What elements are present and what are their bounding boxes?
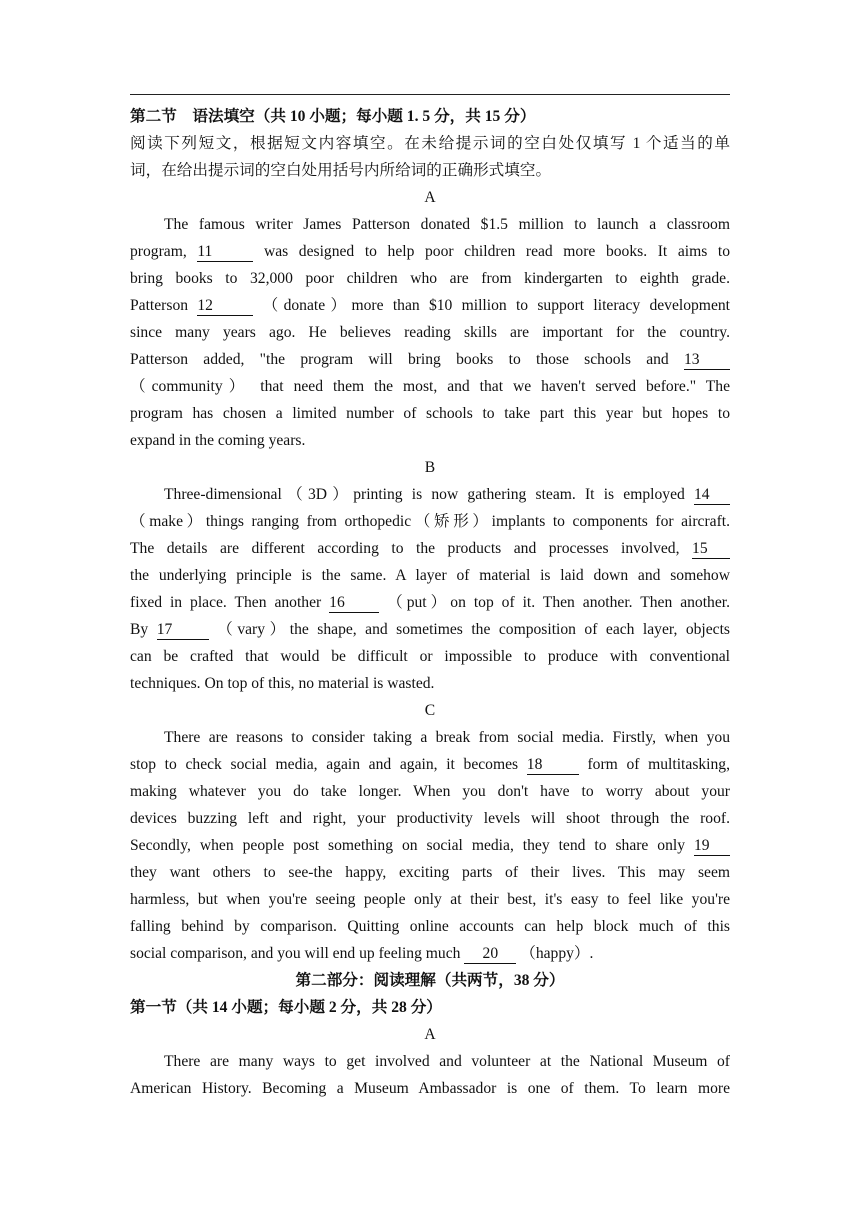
passage-b-line: techniques. On top of this, no material is wasted. — [130, 675, 435, 692]
passage-b-line: （make）things ranging from orthopedic（矫形）implants to components for aircraft. — [130, 513, 730, 530]
blank-15[interactable]: 15 — [692, 539, 730, 559]
text-run: Patterson — [130, 297, 189, 314]
passage-a-line: expand in the coming years. — [130, 432, 306, 449]
passage-a-line — [130, 346, 730, 373]
header-rule — [130, 94, 730, 95]
section-one-title: 第一节（共 14 小题；每小题 2 分，共 28 分） — [130, 999, 442, 1016]
passage-c-line: There are reasons to consider taking a break from social media. Firstly, when you — [164, 729, 730, 746]
exam-content — [130, 103, 730, 1102]
passage-b-line — [130, 535, 730, 562]
passage-a-line: （community） that need them the most, and that we haven't served before." The — [130, 378, 730, 395]
blank-12[interactable]: 12 — [197, 296, 253, 316]
text-run: Three-dimensional（3D）printing is now gathering steam. It is employed — [164, 486, 685, 503]
passage-a-line: bring books to 32,000 poor children who are from kindergarten to eighth grade. — [130, 270, 730, 287]
passage-a-line: program has chosen a limited number of schools to take part this year but hopes to — [130, 405, 730, 422]
passage-b-line — [130, 481, 730, 508]
blank-11[interactable]: 11 — [197, 242, 253, 262]
passage-c-line — [130, 751, 730, 778]
passage-c-line — [130, 832, 730, 859]
text-run: （donate）more than $10 million to support literacy development — [262, 297, 730, 314]
blank-20[interactable]: 20 — [464, 944, 516, 964]
passage-c-label: C — [424, 702, 436, 719]
reading-a-label: A — [424, 1026, 436, 1043]
passage-b-line — [130, 589, 730, 616]
section-title: 第二节 语法填空（共 10 小题；每小题 1. 5 分，共 15 分） — [130, 108, 536, 125]
text-run: （put）on top of it. Then another. Then another. — [387, 594, 730, 611]
passage-c-line — [130, 940, 730, 967]
blank-19[interactable]: 19 — [694, 836, 730, 856]
text-run: Secondly, when people post something on social media, they tend to share only — [130, 837, 686, 854]
passage-b-line: the underlying principle is the same. A layer of material is laid down and somehow — [130, 567, 730, 584]
text-run: The details are different according to the products and processes involved, — [130, 540, 680, 557]
blank-18[interactable]: 18 — [527, 755, 579, 775]
passage-c-line: they want others to see-the happy, exciting parts of their lives. This may seem — [130, 864, 730, 881]
passage-a-label: A — [424, 189, 436, 206]
instruction-line-2: 词，在给出提示词的空白处用括号内所给词的正确形式填空。 — [130, 162, 552, 179]
blank-17[interactable]: 17 — [157, 620, 209, 640]
reading-a-line: American History. Becoming a Museum Ambassador is one of them. To learn more — [130, 1080, 730, 1097]
text-run: （happy）. — [520, 945, 594, 962]
text-run: fixed in place. Then another — [130, 594, 322, 611]
reading-a-line: There are many ways to get involved and volunteer at the National Museum of — [164, 1053, 730, 1070]
instruction-line-1: 阅读下列短文，根据短文内容填空。在未给提示词的空白处仅填写 1 个适当的单 — [130, 135, 730, 152]
passage-b-line: can be crafted that would be difficult or impossible to produce with conventional — [130, 648, 730, 665]
text-run: Patterson added, "the program will bring books to those schools and — [130, 351, 669, 368]
text-run: form of multitasking, — [587, 756, 731, 773]
part-two-title: 第二部分：阅读理解（共两节，38 分） — [295, 972, 565, 989]
passage-c-line: harmless, but when you're seeing people only at their best, it's easy to feel like you're — [130, 891, 730, 908]
passage-c-line: making whatever you do take longer. When you don't have to worry about your — [130, 783, 730, 800]
text-run: stop to check social media, again and again, it becomes — [130, 756, 519, 773]
blank-13[interactable]: 13 — [684, 350, 730, 370]
passage-a-line: The famous writer James Patterson donated $1.5 million to launch a classroom — [164, 216, 730, 233]
passage-a-line: since many years ago. He believes reading skills are important for the country. — [130, 324, 730, 341]
text-run: was designed to help poor children read more books. It aims to — [263, 243, 730, 260]
text-run: program, — [130, 243, 187, 260]
passage-c-line: devices buzzing left and right, your productivity levels will shoot through the roof. — [130, 810, 730, 827]
text-run: （vary）the shape, and sometimes the composition of each layer, objects — [217, 621, 731, 638]
blank-14[interactable]: 14 — [694, 485, 730, 505]
text-run: social comparison, and you will end up feeling much — [130, 945, 461, 962]
passage-a-line — [130, 238, 730, 265]
passage-b-label: B — [424, 459, 436, 476]
passage-c-line: falling behind by comparison. Quitting online accounts can help block much of this — [130, 918, 730, 935]
passage-a-line — [130, 292, 730, 319]
text-run: By — [130, 621, 149, 638]
passage-b-line — [130, 616, 730, 643]
blank-16[interactable]: 16 — [329, 593, 379, 613]
